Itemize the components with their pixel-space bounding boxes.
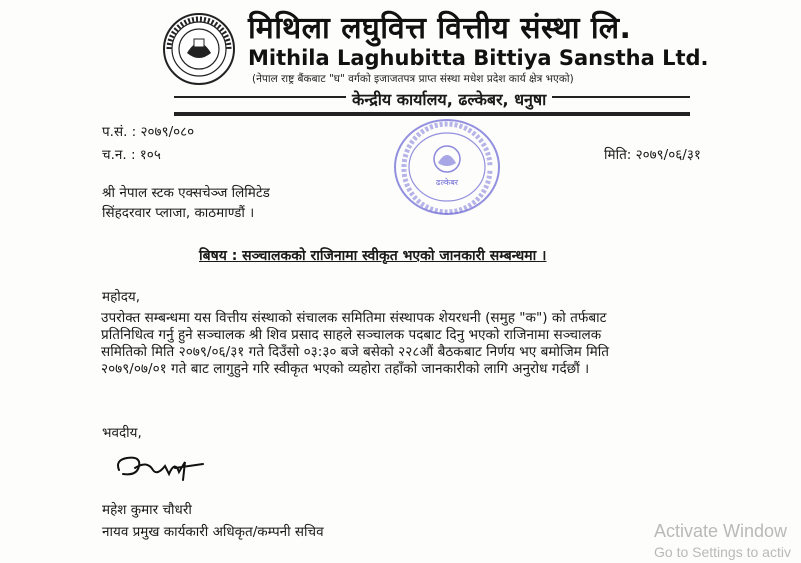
license-subtitle: (नेपाल राष्ट्र बैंकबाट "घ" वर्गको इजाजतपत्र प्राप्त संस्था मधेश प्रदेश कार्य क्षेत्र भएको) xyxy=(252,73,574,85)
office-stamp xyxy=(392,117,502,217)
handwritten-signature xyxy=(113,450,208,484)
body-line-2: प्रतिनिधित्व गर्नु हुने सञ्चालक श्री शिव प्रसाद साहले सञ्चालक पदबाट दिनु भएको राजिनामा सञ्चालक xyxy=(101,327,602,343)
recipient-address: सिंहदरवार प्लाजा, काठमाण्डौं । xyxy=(102,205,255,221)
body-line-4: २०७९/०७/०१ गते बाट लागुहुने गरि स्वीकृत भएको व्यहोरा तहाँको जानकारीको लागि अनुरोध गर्दछौं । xyxy=(101,361,590,377)
office-address: केन्द्रीय कार्यालय, ढल्केबर, धनुषा xyxy=(346,88,552,110)
letter-subject: बिषय : सञ्चालकको राजिनामा स्वीकृत भएको जानकारी सम्बन्धमा । xyxy=(199,248,547,264)
body-line-1: उपरोक्त सम्बन्धमा यस वित्तीय संस्थाको संचालक समितिमा संस्थापक शेयरधनी (समुह "क") को तर्फबाट xyxy=(101,310,607,326)
company-name-english: Mithila Laghubitta Bittiya Sanstha Ltd. xyxy=(248,46,709,70)
header-rule-bottom xyxy=(174,112,690,116)
signatory-name: महेश कुमार चौधरी xyxy=(102,502,192,518)
stamp-text: ढल्केबर xyxy=(435,178,459,187)
company-name-nepali: मिथिला लघुवित्त वित्तीय संस्था लि. xyxy=(248,11,632,46)
dispatch-number: च.न. : १०५ xyxy=(102,147,161,163)
signatory-designation: नायव प्रमुख कार्यकारी अधिकृत/कम्पनी सचिव xyxy=(102,524,324,540)
salutation: महोदय, xyxy=(102,289,141,305)
recipient-name: श्री नेपाल स्टक एक्सचेञ्ज लिमिटेड xyxy=(102,185,270,201)
activation-watermark-title: Activate Window xyxy=(654,521,788,541)
letter-date: मिति: २०७९/०६/३१ xyxy=(604,147,701,163)
company-logo xyxy=(163,13,235,85)
activation-watermark-subtitle: Go to Settings to activ xyxy=(654,544,791,560)
closing: भवदीय, xyxy=(102,425,142,441)
reference-number: प.सं. : २०७९/०८० xyxy=(102,124,195,140)
body-line-3: समितिको मिति २०७९/०६/३१ गते दिउँसो ०३:३० बजे बसेको २२८औं बैठकबाट निर्णय भए बमोजिम मिति xyxy=(101,344,610,360)
